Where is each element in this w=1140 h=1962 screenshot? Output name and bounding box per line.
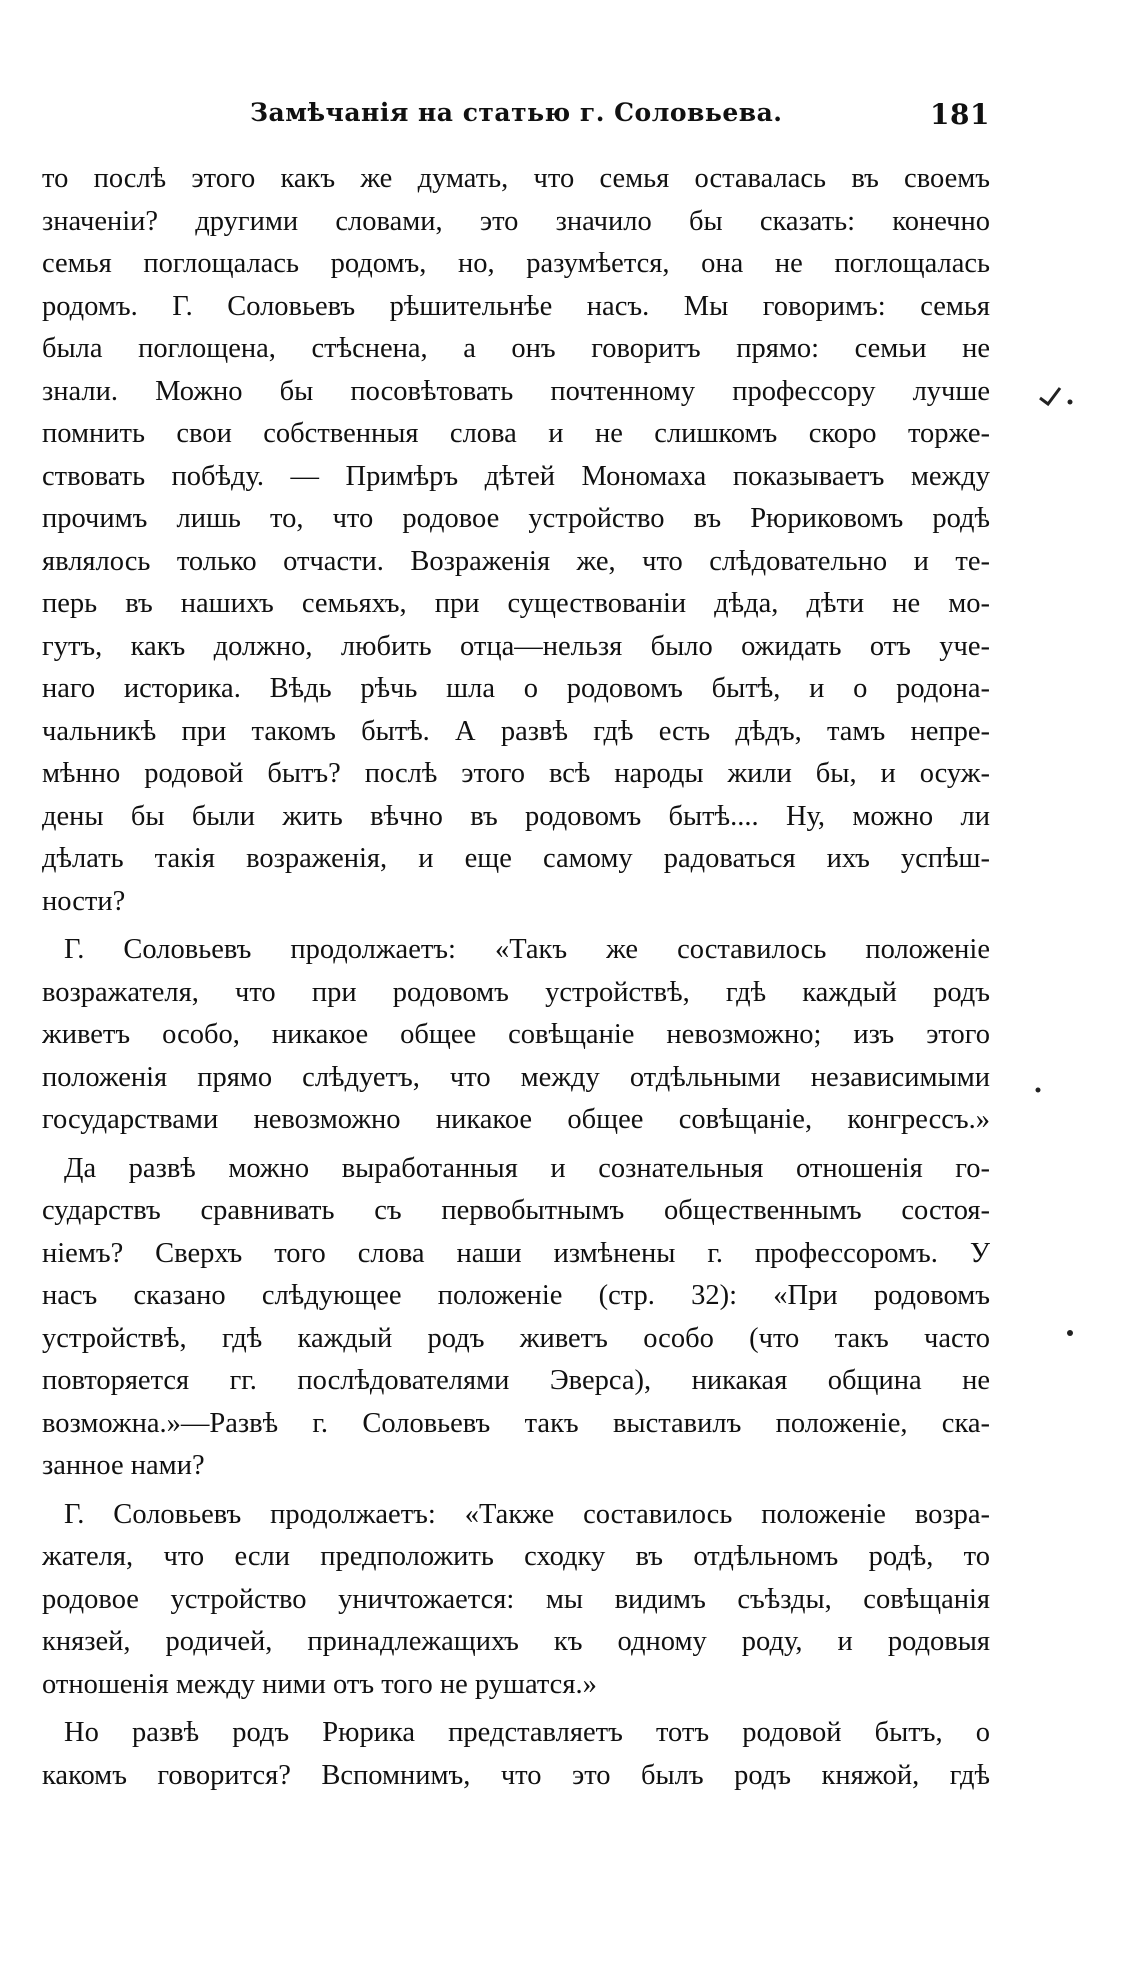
text-line: занное нами?	[42, 1450, 205, 1481]
text-line: дены бы были жить вѣчно въ родовомъ бытѣ.... Ну, можно ли	[42, 800, 990, 832]
text-line: значеніи? другими словами, это значило бы сказать: конечно	[42, 205, 990, 237]
text-line: мѣнно родовой бытъ? послѣ этого всѣ народы жили бы, и осуж-	[42, 758, 990, 789]
page-number: 181	[930, 98, 990, 131]
text-line: ніемъ? Сверхъ того слова наши измѣнены г. профессоромъ. У	[42, 1237, 990, 1269]
text-line: князей, родичей, принадлежащихъ къ одному роду, и родовыя	[42, 1626, 990, 1657]
text-line: гутъ, какъ должно, любить отца—нельзя было ожидать отъ уче-	[42, 630, 990, 662]
text-line: знали. Можно бы посовѣтовать почтенному профессору лучше	[42, 375, 990, 407]
text-line: какомъ говорится? Вспомнимъ, что это былъ родъ княжой, гдѣ	[42, 1759, 990, 1791]
text-line: помнить свои собственныя слова и не слишкомъ скоро торже-	[42, 418, 990, 449]
text-line: была поглощена, стѣснена, а онъ говоритъ прямо: семьи не	[42, 333, 990, 364]
running-head	[250, 98, 990, 138]
text-line: отношенія между ними отъ того не рушатся.»	[42, 1668, 597, 1700]
text-line: родомъ. Г. Соловьевъ рѣшительнѣе насъ. Мы говоримъ: семья	[42, 290, 990, 322]
text-line: государствами невозможно никакое общее совѣщаніе, конгрессъ.»	[42, 1104, 990, 1135]
text-line: насъ сказано слѣдующее положеніе (стр. 32): «При родовомъ	[42, 1280, 990, 1311]
text-line: ности?	[42, 885, 126, 917]
text-line: дѣлать такія возраженія, и еще самому радоваться ихъ успѣш-	[42, 843, 990, 874]
running-title: Замѣчанія на статью г. Соловьева.	[250, 98, 783, 127]
text-line: сударствъ сравнивать съ первобытнымъ общественнымъ состоя-	[42, 1195, 990, 1226]
ink-dot	[1067, 1330, 1073, 1336]
text-line: то послѣ этого какъ же думать, что семья оставалась въ своемъ	[42, 163, 990, 194]
text-line: устройствѣ, гдѣ каждый родъ живетъ особо (что такъ часто	[42, 1322, 990, 1354]
pencil-tick-mark	[1040, 388, 1060, 404]
text-line: возражателя, что при родовомъ устройствѣ, гдѣ каждый родъ	[42, 976, 990, 1008]
text-line: прочимъ лишь то, что родовое устройство въ Рюриковомъ родѣ	[42, 503, 990, 534]
text-line: чальникѣ при такомъ бытѣ. А развѣ гдѣ есть дѣдъ, тамъ непре-	[42, 715, 990, 747]
text-line: повторяется гг. послѣдователями Эверса), никакая община не	[42, 1365, 990, 1396]
ink-dot	[1036, 1088, 1041, 1093]
text-line: Г. Соловьевъ продолжаетъ: «Такъ же составилось положеніе	[64, 934, 990, 965]
body-text	[42, 158, 990, 1797]
text-line: возможна.»—Развѣ г. Соловьевъ такъ выставилъ положеніе, ска-	[42, 1407, 990, 1439]
text-line: родовое устройство уничтожается: мы видимъ съѣзды, совѣщанія	[42, 1583, 990, 1615]
text-line: наго историка. Вѣдь рѣчь шла о родовомъ бытѣ, и о родона-	[42, 673, 990, 704]
text-line: являлось только отчасти. Возраженія же, что слѣдовательно и те-	[42, 545, 990, 577]
text-line: Да развѣ можно выработанныя и сознательныя отношенія го-	[64, 1152, 990, 1184]
text-line: ствовать побѣду. — Примѣръ дѣтей Мономаха показываетъ между	[42, 460, 990, 492]
ink-dot	[1068, 400, 1073, 405]
text-line: положенія прямо слѣдуетъ, что между отдѣльными независимыми	[42, 1061, 990, 1093]
text-line: семья поглощалась родомъ, но, разумѣется, она не поглощалась	[42, 248, 990, 279]
text-line: Но развѣ родъ Рюрика представляетъ тотъ родовой бытъ, о	[64, 1717, 990, 1748]
text-line: живетъ особо, никакое общее совѣщаніе невозможно; изъ этого	[42, 1019, 990, 1050]
text-line: жателя, что если предположить сходку въ отдѣльномъ родѣ, то	[42, 1541, 990, 1572]
text-line: перь въ нашихъ семьяхъ, при существованіи дѣда, дѣти не мо-	[42, 588, 990, 619]
text-line: Г. Соловьевъ продолжаетъ: «Также составилось положеніе возра-	[64, 1498, 990, 1530]
